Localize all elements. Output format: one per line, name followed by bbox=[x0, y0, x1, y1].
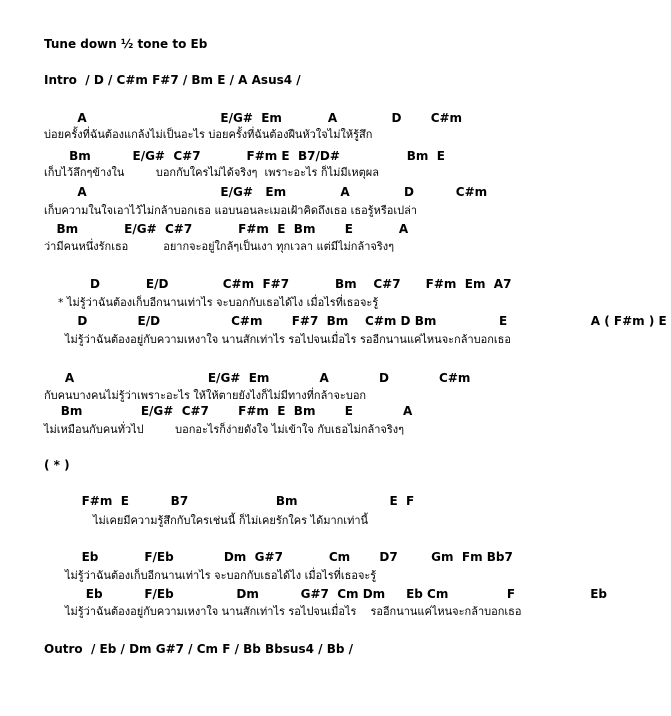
chord-line: Eb F/Eb Dm G#7 Cm Dm Eb Cm F Eb bbox=[44, 587, 608, 601]
chord-line: Eb F/Eb Dm G#7 Cm D7 Gm Fm Bb7 bbox=[44, 550, 513, 564]
intro-line: Intro / D / C#m F#7 / Bm E / A Asus4 / bbox=[44, 73, 301, 87]
chord-line: D E/D C#m F#7 Bm C#m D Bm E A ( F#m ) E bbox=[44, 314, 667, 328]
chord-line: A E/G# Em A D C#m bbox=[44, 371, 471, 385]
repeat-chorus-marker: ( * ) bbox=[44, 458, 70, 472]
chord-line: A E/G# Em A D C#m bbox=[44, 111, 463, 125]
lyric-line: ไม่เหมือนกับคนทั่วไป บอกอะไรก็ง่ายดังใจ ไม่เข้าใจ กับเธอไม่กล้าจริงๆ bbox=[44, 423, 405, 436]
lyric-line: กับคนบางคนไม่รู้ว่าเพราะอะไร ให้ให้ตายยังไงก็ไม่มีทางที่กล้าจะบอก bbox=[44, 389, 367, 402]
lyric-line: ว่ามีคนหนึ่งรักเธอ อยากจะอยู่ใกล้ๆเป็นเงา ทุกเวลา แต่มีไม่กล้าจริงๆ bbox=[44, 240, 395, 253]
chord-line: D E/D C#m F#7 Bm C#7 F#m Em A7 bbox=[44, 277, 512, 291]
outro-line: Outro / Eb / Dm G#7 / Cm F / Bb Bbsus4 / Bb / bbox=[44, 642, 354, 656]
lyric-line: ไม่รู้ว่าฉันต้องเก็บอีกนานเท่าไร จะบอกกับเธอได้ไง เมื่อไรที่เธอจะรู้ bbox=[44, 569, 377, 582]
lyric-line: บ่อยครั้งที่ฉันต้องแกล้งไม่เป็นอะไร บ่อยครั้งที่ฉันต้องฝืนหัวใจไม่ให้รู้สึก bbox=[44, 128, 373, 141]
tuning-note: Tune down ½ tone to Eb bbox=[44, 37, 208, 51]
chord-line: Bm E/G# C#7 F#m E B7/D# Bm E bbox=[44, 149, 445, 163]
lyric-line: * ไม่รู้ว่าฉันต้องเก็บอีกนานเท่าไร จะบอกกับเธอได้ไง เมื่อไรที่เธอจะรู้ bbox=[44, 296, 379, 309]
lyric-line: ไม่เคยมีความรู้สึกกับใครเช่นนี้ ก็ไม่เคยรักใคร ได้มากเท่านี้ bbox=[44, 514, 369, 527]
chord-line: Bm E/G# C#7 F#m E Bm E A bbox=[44, 222, 409, 236]
chord-line: Bm E/G# C#7 F#m E Bm E A bbox=[44, 404, 413, 418]
chord-line: F#m E B7 Bm E F bbox=[44, 494, 415, 508]
lyric-line: เก็บความในใจเอาไว้ไม่กล้าบอกเธอ แอบนอนละเมอเฝ้าคิดถึงเธอ เธอรู้หรือเปล่า bbox=[44, 204, 418, 217]
chord-line: A E/G# Em A D C#m bbox=[44, 185, 488, 199]
lyric-line: ไม่รู้ว่าฉันต้องอยู่กับความเหงาใจ นานสักเท่าไร รอไปจนเมื่อไร รออีกนานแค่ไหนจะกล้าบอกเธอ bbox=[44, 333, 511, 346]
lyric-line: เก็บไว้ลึกๆข้างใน บอกกับใครไม่ได้จริงๆ เพราะอะไร ก็ไม่มีเหตุผล bbox=[44, 166, 379, 179]
lyric-line: ไม่รู้ว่าฉันต้องอยู่กับความเหงาใจ นานสักเท่าไร รอไปจนเมื่อไร รออีกนานแค่ไหนจะกล้าบอกเธอ bbox=[44, 605, 522, 618]
